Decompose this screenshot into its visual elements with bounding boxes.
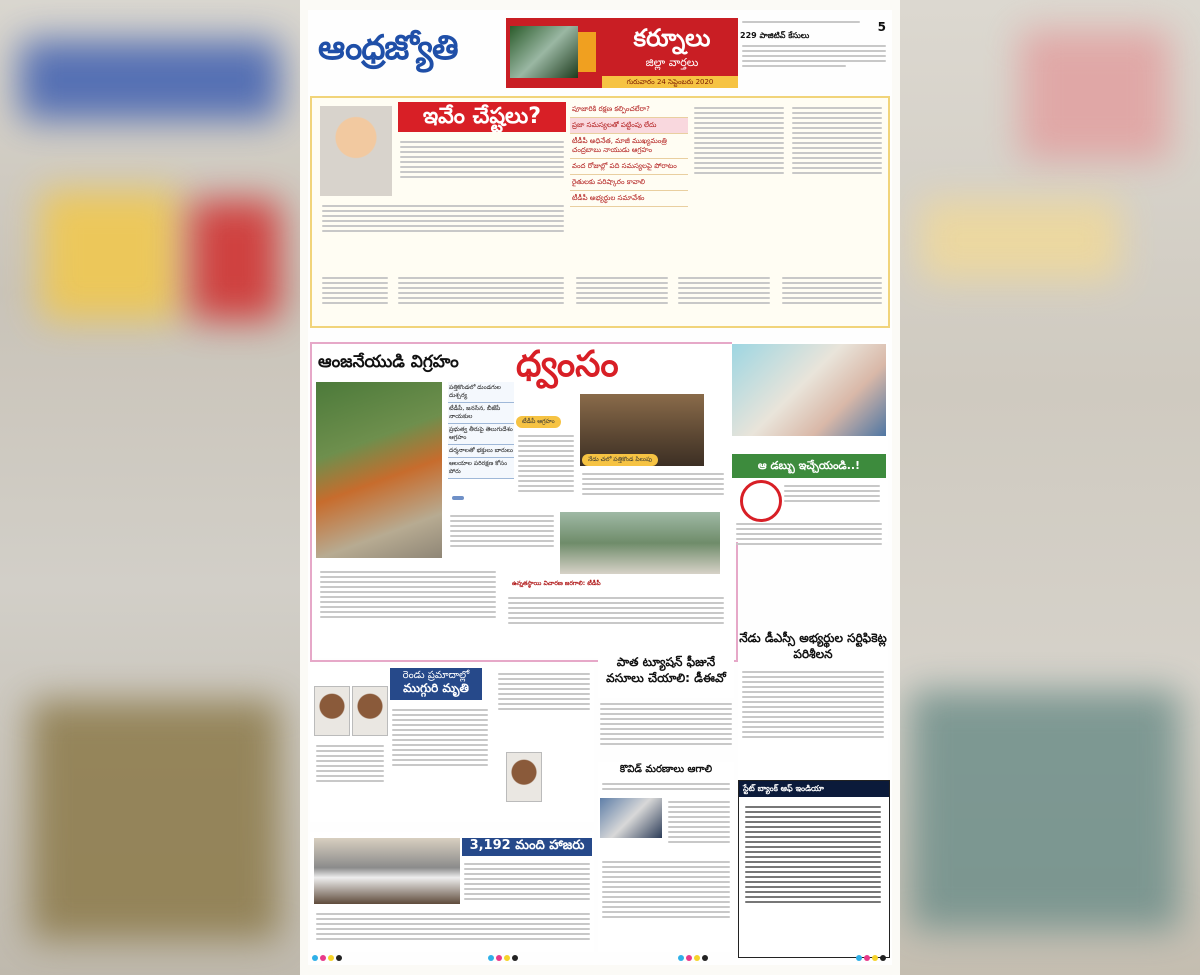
operator-photo bbox=[600, 798, 662, 838]
lead-column-3 bbox=[790, 104, 884, 177]
temple-point: ప్రభుత్వ తీరుపై తెలుగుదేశం ఆగ్రహం bbox=[448, 424, 514, 445]
lead-bullet: టీడీపీ అభ్యర్థుల సమావేశం bbox=[570, 191, 688, 207]
sbi-notice-text bbox=[743, 803, 883, 906]
dsc-headline: నేడు డీఎస్సీ అభ్యర్థుల సర్టిఫికెట్ల పరిశీలన bbox=[739, 631, 887, 661]
issue-date: గురువారం 24 సెప్టెంబరు 2020 bbox=[602, 76, 738, 88]
temple-text-col bbox=[516, 432, 576, 495]
covid-text-bottom bbox=[600, 858, 732, 921]
broken-idol-photo bbox=[316, 382, 442, 558]
temple-pill-anger: టీడీపీ ఆగ్రహం bbox=[516, 416, 561, 428]
lead-headline: ఇవేం చేష్టలు? bbox=[398, 102, 566, 132]
temple-headline-b: ధ్వంసం bbox=[516, 344, 619, 385]
andhrajyothi-seal-icon bbox=[740, 480, 782, 522]
temple-pill-blue bbox=[452, 496, 464, 500]
fees-text bbox=[598, 700, 734, 748]
blurred-right-background bbox=[900, 0, 1200, 975]
dsc-story bbox=[738, 630, 888, 780]
temple-bottom-text-2 bbox=[506, 594, 726, 627]
victim-photo bbox=[352, 686, 388, 736]
paper-sheet bbox=[308, 10, 892, 965]
masthead bbox=[310, 14, 890, 90]
accident-story bbox=[310, 666, 594, 822]
page-number: 5 bbox=[877, 20, 886, 34]
covid-headline: కొవిడ్ మరణాలు ఆగాలి bbox=[619, 764, 713, 775]
person-photo bbox=[506, 752, 542, 802]
accident-head-small: రెండు ప్రమాదాల్లో bbox=[402, 670, 470, 681]
newspaper-logo: ఆంధ్రజ్యోతి bbox=[318, 28, 458, 68]
meeting-photo bbox=[314, 838, 460, 904]
lead-bullet: ప్రజా సమస్యలతో పట్టింపు లేదు bbox=[570, 118, 688, 134]
covid-story bbox=[598, 762, 734, 952]
lead-bullet: పూజారికి రక్షణ కల్పించలేరా? bbox=[570, 102, 688, 118]
covid-text-top bbox=[600, 780, 732, 793]
lower-column-5 bbox=[780, 274, 884, 307]
temple-pill-inquiry: ఉన్నతస్థాయి విచారణ జరగాలి: టీడీపీ bbox=[506, 578, 607, 590]
temple-bottom-text bbox=[318, 568, 498, 621]
temple-headline-a: ఆంజనేయుడి విగ్రహం bbox=[318, 352, 459, 372]
weather-box bbox=[740, 18, 888, 88]
temple-point: దర్శనాలతో భక్తులు బారులు bbox=[448, 445, 514, 458]
newspaper-page bbox=[300, 0, 900, 975]
temple-story bbox=[310, 342, 734, 658]
site-inspection-photo bbox=[560, 512, 720, 574]
leader-portrait bbox=[320, 106, 392, 196]
accident-text bbox=[390, 706, 490, 769]
fees-headline: పాత ట్యూషన్ ఫీజునే వసూలు చేయాలి: డీఈవో bbox=[606, 655, 726, 685]
temple-point: ఆలయాల పరిరక్షణ కోసం పోరు bbox=[448, 458, 514, 479]
covid-text-right bbox=[666, 798, 732, 846]
money-headline: ఆ డబ్బు ఇచ్చేయండి..! bbox=[732, 454, 886, 478]
district-photo bbox=[510, 26, 578, 78]
money-points bbox=[782, 482, 882, 505]
attendance-headline: 3,192 మంది హాజరు bbox=[462, 838, 592, 856]
sbi-title: స్టేట్ బ్యాంక్ ఆఫ్ ఇండియా bbox=[739, 781, 889, 797]
district-name: కర్నూలు bbox=[633, 24, 711, 52]
lead-text-wide bbox=[320, 202, 566, 235]
temple-pill-call: నేడు చలో పత్తికొండ పిలుపు bbox=[582, 454, 658, 466]
print-registration-marks bbox=[308, 955, 892, 963]
sbi-advertisement bbox=[738, 780, 890, 958]
temple-side-points bbox=[448, 382, 514, 479]
temple-point: టీడీపీ, జనసేన, బీజేపీ నాయకుల bbox=[448, 403, 514, 424]
money-text bbox=[734, 520, 884, 548]
lead-text bbox=[398, 138, 566, 181]
temple-point: పత్తికొండలో దుండగుల దుశ్చర్య bbox=[448, 382, 514, 403]
accident-text-left bbox=[314, 742, 386, 785]
lead-column-2 bbox=[692, 104, 786, 177]
fees-story bbox=[598, 654, 734, 698]
weather-headline: 229 పాజిటివ్ కేసులు bbox=[740, 31, 810, 40]
lead-bullets bbox=[570, 102, 688, 207]
lower-column-1 bbox=[320, 274, 390, 307]
lower-column-3 bbox=[574, 274, 670, 307]
weather-line bbox=[740, 21, 888, 31]
money-story bbox=[732, 342, 888, 542]
blurred-left-background bbox=[0, 0, 300, 975]
victim-photo bbox=[314, 686, 350, 736]
side-story-text bbox=[496, 670, 592, 713]
lead-bullet: రైతులకు పరిష్కారం కావాలి bbox=[570, 175, 688, 191]
attendance-text-bottom bbox=[314, 910, 592, 943]
lead-story bbox=[310, 96, 890, 328]
accident-head-big: ముగ్గురి మృతి bbox=[403, 681, 469, 695]
lower-column-4 bbox=[676, 274, 772, 307]
district-subtitle: జిల్లా వార్తలు bbox=[645, 56, 699, 69]
attendance-text-right bbox=[462, 860, 592, 903]
temple-text-right bbox=[580, 470, 726, 498]
attendance-story bbox=[310, 832, 594, 952]
temple-text-middle bbox=[448, 512, 556, 550]
office-photo bbox=[732, 344, 886, 436]
lead-bullet: వంద రోజుల్లో పది సమస్యలపై పోరాటం bbox=[570, 159, 688, 175]
accident-headline bbox=[390, 668, 482, 700]
district-banner bbox=[506, 18, 738, 88]
lower-column-2 bbox=[396, 274, 566, 307]
lead-bullet: టీడీపీ అధినేత, మాజీ ముఖ్యమంత్రి చంద్రబాబు నాయుడు ఆగ్రహం bbox=[570, 134, 688, 159]
district-photo-accent bbox=[578, 32, 596, 72]
dsc-text bbox=[740, 668, 886, 741]
